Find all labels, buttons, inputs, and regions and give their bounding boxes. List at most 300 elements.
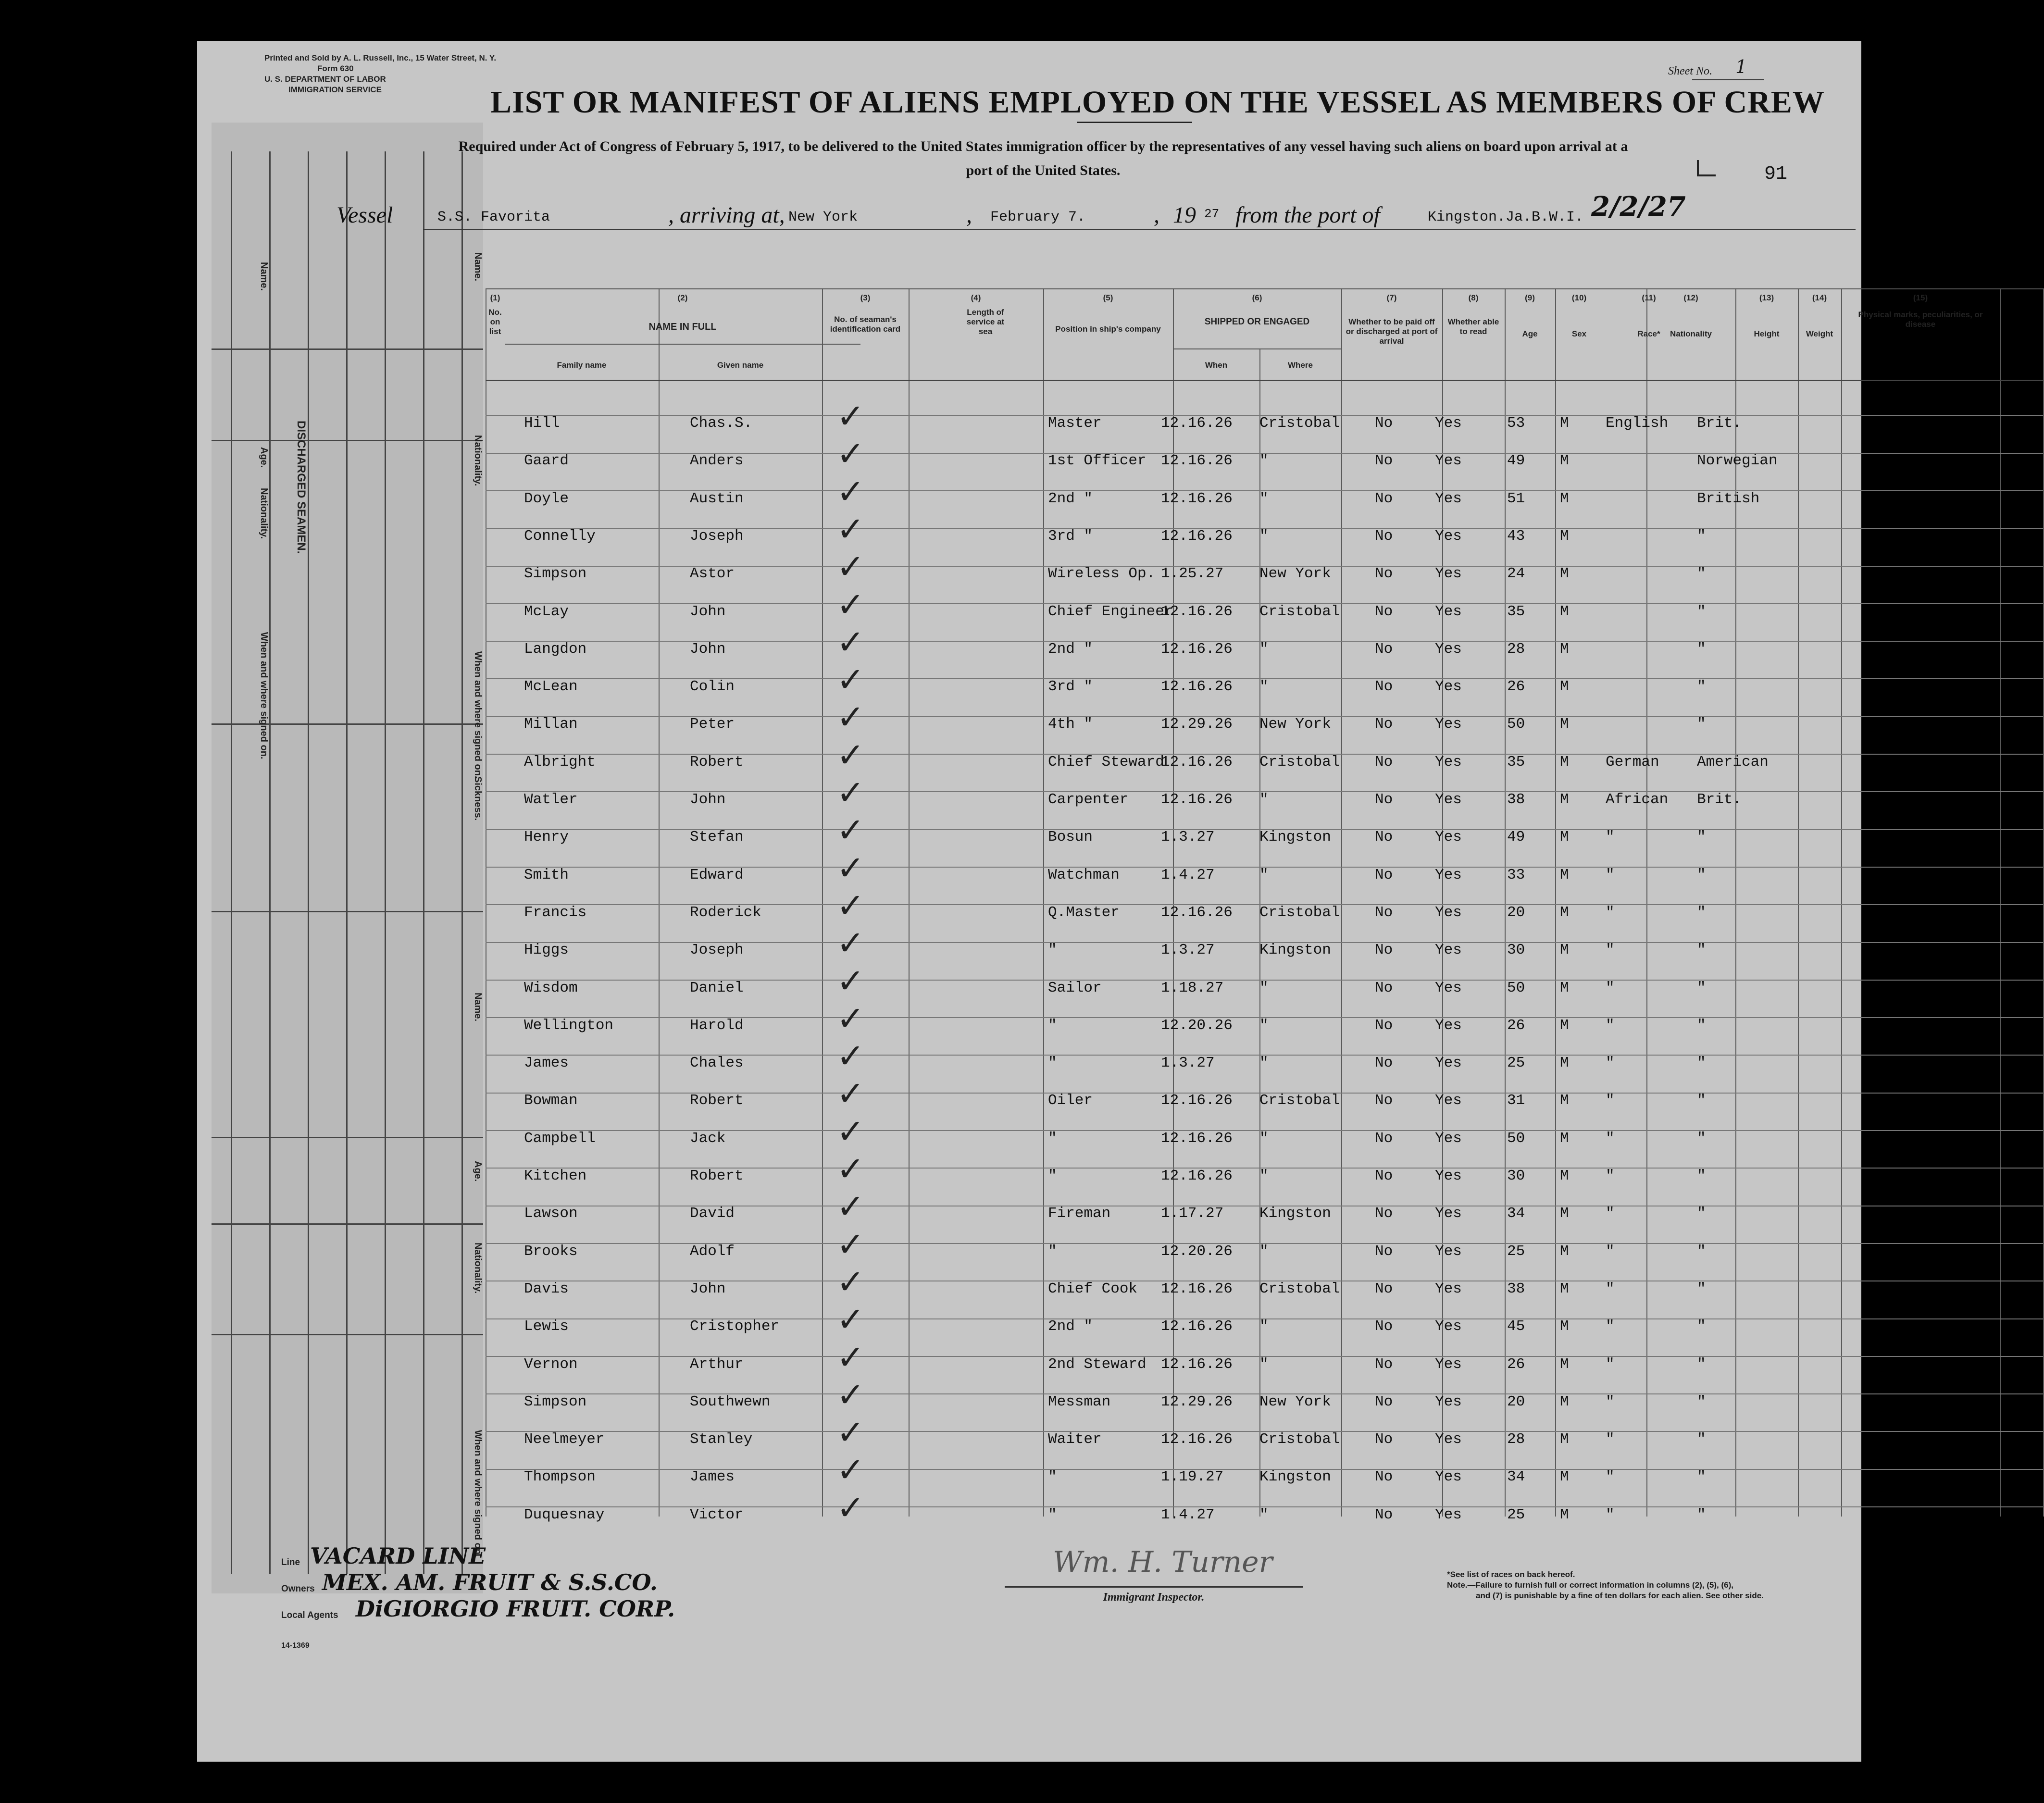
cell-paid: No (1375, 1130, 1393, 1147)
cell-position: Carpenter (1048, 791, 1129, 808)
cell-sex: M (1560, 942, 1569, 959)
cell-where: " (1259, 866, 1269, 883)
cell-position: 2nd " (1048, 490, 1093, 507)
cell-paid: No (1375, 791, 1393, 808)
cell-given: Daniel (690, 979, 744, 996)
cell-where: " (1259, 1243, 1269, 1260)
cell-age: 35 (1507, 753, 1525, 771)
col-rule (1841, 288, 1842, 1517)
cell-sex: M (1560, 1168, 1569, 1184)
cell-when: 12.16.26 (1161, 603, 1233, 620)
flap-rule (212, 1137, 483, 1138)
cell-race: " (1606, 979, 1615, 996)
col2-number: (2) (677, 293, 688, 302)
subtitle (269, 135, 1817, 183)
cell-paid: No (1375, 603, 1393, 620)
cell-when: 1.19.27 (1161, 1468, 1224, 1486)
cell-age: 26 (1507, 1017, 1525, 1034)
cell-paid: No (1375, 866, 1393, 883)
cell-where: " (1259, 979, 1269, 996)
service-label: IMMIGRATION SERVICE (288, 85, 382, 94)
cell-where: Cristobal (1259, 415, 1340, 432)
cell-sex: M (1560, 1506, 1569, 1523)
cell-position: " (1048, 1130, 1057, 1147)
cell-where: Cristobal (1259, 1431, 1340, 1448)
flap-title: DISCHARGED SEAMEN. (295, 421, 308, 554)
arrival-date: February 7. (990, 209, 1086, 225)
cell-given: John (690, 603, 726, 620)
cell-sex: M (1560, 1431, 1569, 1448)
cell-paid: No (1375, 415, 1393, 432)
cell-paid: No (1375, 1168, 1393, 1184)
checkmark-icon: ✓ (836, 773, 865, 812)
cell-age: 28 (1507, 1431, 1525, 1448)
cell-family: Albright (524, 753, 596, 771)
cell-paid: No (1375, 1506, 1393, 1523)
cell-race: German (1606, 753, 1659, 771)
sheet-number-value: 1 (1735, 56, 1747, 77)
cell-where: " (1259, 1055, 1269, 1072)
cell-when: 12.29.26 (1161, 1393, 1233, 1410)
checkmark-icon: ✓ (836, 1036, 865, 1076)
checkmark-icon: ✓ (836, 1375, 865, 1415)
cell-age: 30 (1507, 942, 1525, 959)
cell-when: 12.16.26 (1161, 1092, 1233, 1109)
cell-age: 30 (1507, 1168, 1525, 1184)
cell-read: Yes (1435, 1017, 1462, 1034)
cell-read: Yes (1435, 866, 1462, 883)
cell-read: Yes (1435, 1431, 1462, 1448)
cell-age: 38 (1507, 1280, 1525, 1297)
cell-race: African (1606, 791, 1669, 808)
cell-given: Colin (690, 678, 735, 696)
cell-position: Wireless Op. (1048, 565, 1156, 583)
cell-family: Watler (524, 791, 578, 808)
cell-given: Stefan (690, 829, 744, 846)
cell-nationality: " (1697, 942, 1706, 959)
cell-age: 28 (1507, 640, 1525, 658)
cell-nationality: Norwegian (1697, 452, 1778, 470)
flap-label-name-3: Name. (473, 993, 483, 1022)
col8-header: Whether able to read (1447, 317, 1499, 336)
cell-paid: No (1375, 1092, 1393, 1109)
cell-when: 12.20.26 (1161, 1243, 1233, 1260)
cell-given: Robert (690, 1168, 744, 1184)
discharged-seamen-flap (212, 123, 483, 1593)
cell-when: 1.18.27 (1161, 979, 1224, 996)
owners-label: Owners (281, 1584, 315, 1594)
cell-position: " (1048, 1168, 1057, 1184)
cell-given: Austin (690, 490, 744, 507)
cell-age: 31 (1507, 1092, 1525, 1109)
col14-number: (14) (1812, 293, 1827, 302)
form-code: 14-1369 (281, 1641, 310, 1650)
col12-header: Nationality (1670, 329, 1712, 338)
cell-race: " (1606, 1130, 1615, 1147)
cell-read: Yes (1435, 527, 1462, 545)
flap-rule (346, 151, 348, 1574)
cell-nationality: " (1697, 1168, 1706, 1184)
cell-when: 1.25.27 (1161, 565, 1224, 583)
col15-header: Physical marks, peculiarities, or disease (1858, 310, 1983, 329)
cell-read: Yes (1435, 1506, 1462, 1523)
col6-number: (6) (1252, 293, 1262, 302)
checkmark-icon: ✓ (836, 1224, 865, 1264)
cell-paid: No (1375, 1468, 1393, 1486)
col-rule (2000, 288, 2001, 1517)
cell-family: Lewis (524, 1318, 569, 1335)
cell-nationality: " (1697, 1318, 1706, 1335)
cell-given: Southwewn (690, 1393, 771, 1410)
cell-sex: M (1560, 678, 1569, 696)
cell-age: 24 (1507, 565, 1525, 583)
cell-age: 34 (1507, 1205, 1525, 1222)
flap-label-name-2: Name. (473, 252, 483, 282)
cell-given: John (690, 791, 726, 808)
cell-read: Yes (1435, 1168, 1462, 1184)
cell-age: 26 (1507, 678, 1525, 696)
cell-read: Yes (1435, 716, 1462, 733)
cell-given: Adolf (690, 1243, 735, 1260)
cell-position: Chief Cook (1048, 1280, 1138, 1297)
cell-family: Smith (524, 866, 569, 883)
cell-where: Cristobal (1259, 753, 1340, 771)
cell-given: Cristopher (690, 1318, 780, 1335)
cell-position: 3rd " (1048, 678, 1093, 696)
cell-age: 50 (1507, 979, 1525, 996)
cell-given: Harold (690, 1017, 744, 1034)
cell-where: Kingston (1259, 1205, 1331, 1222)
checkmark-icon: ✓ (836, 1413, 865, 1453)
cell-position: Chief Engineer (1048, 603, 1173, 620)
col13-header: Height (1754, 329, 1780, 338)
cell-read: Yes (1435, 1355, 1462, 1373)
cell-given: James (690, 1468, 735, 1486)
cell-given: Robert (690, 1092, 744, 1109)
flap-label-nationality-3: Nationality. (473, 1243, 483, 1294)
cell-read: Yes (1435, 829, 1462, 846)
cell-where: Kingston (1259, 829, 1331, 846)
cell-paid: No (1375, 753, 1393, 771)
cell-given: Roderick (690, 904, 761, 921)
cell-nationality: " (1697, 1506, 1706, 1523)
flap-label-when-where-2: When and where signed on. (473, 651, 483, 779)
col10-header: Sex (1571, 329, 1587, 338)
inspector-label: Immigrant Inspector. (1103, 1591, 1205, 1604)
given-name-header: Given name (717, 361, 764, 370)
vessel-line-rule (423, 229, 1856, 230)
header-bottom-rule (486, 380, 2043, 381)
flap-label-nationality-2: Nationality. (473, 435, 483, 486)
cell-race: " (1606, 1243, 1615, 1260)
flap-label-age: Age. (259, 447, 269, 468)
cell-nationality: " (1697, 979, 1706, 996)
cell-paid: No (1375, 527, 1393, 545)
footer-notes (1447, 1569, 1764, 1601)
cell-family: Neelmeyer (524, 1431, 605, 1448)
comma-separator: , (966, 202, 972, 228)
cell-paid: No (1375, 1431, 1393, 1448)
cell-age: 26 (1507, 1355, 1525, 1373)
cell-paid: No (1375, 1318, 1393, 1335)
cell-age: 50 (1507, 716, 1525, 733)
cell-family: Doyle (524, 490, 569, 507)
cell-family: Lawson (524, 1205, 578, 1222)
cell-family: Simpson (524, 1393, 587, 1410)
cell-age: 20 (1507, 1393, 1525, 1410)
cell-read: Yes (1435, 904, 1462, 921)
cell-given: Edward (690, 866, 744, 883)
cell-when: 12.16.26 (1161, 490, 1233, 507)
flap-rule (423, 151, 424, 1574)
flap-rule (212, 348, 483, 350)
cell-sex: M (1560, 791, 1569, 808)
col4-header: Length of service at sea (966, 308, 1005, 336)
checkmark-icon: ✓ (836, 961, 865, 1001)
cell-family: McLean (524, 678, 578, 696)
cell-nationality: " (1697, 603, 1706, 620)
col11-number: (11) (1642, 293, 1656, 302)
cell-sex: M (1560, 1017, 1569, 1034)
cell-position: 2nd " (1048, 640, 1093, 658)
col12-number: (12) (1683, 293, 1698, 302)
cell-where: New York (1259, 716, 1331, 733)
arrival-port: New York (788, 209, 858, 225)
penalty-note-1: Note.—Failure to furnish full or correct information in columns (2), (5), (6), (1447, 1580, 1733, 1590)
owners-value: MEX. AM. FRUIT & S.S.CO. (322, 1569, 658, 1595)
cell-paid: No (1375, 1355, 1393, 1373)
cell-read: Yes (1435, 603, 1462, 620)
cell-paid: No (1375, 640, 1393, 658)
cell-where: Cristobal (1259, 1092, 1340, 1109)
cell-race: " (1606, 942, 1615, 959)
col-rule (1646, 288, 1647, 1517)
cell-given: Victor (690, 1506, 744, 1523)
col2-header: NAME IN FULL (648, 322, 717, 332)
cell-position: Oiler (1048, 1092, 1093, 1109)
cell-sex: M (1560, 415, 1569, 432)
cell-paid: No (1375, 979, 1393, 996)
col9-number: (9) (1525, 293, 1535, 302)
cell-position: " (1048, 1468, 1057, 1486)
cell-position: Messman (1048, 1393, 1111, 1410)
cell-given: Joseph (690, 527, 744, 545)
cell-nationality: Brit. (1697, 415, 1742, 432)
cell-age: 25 (1507, 1506, 1525, 1523)
cell-nationality: " (1697, 904, 1706, 921)
checkmark-icon: ✓ (836, 509, 865, 549)
cell-nationality: British (1697, 490, 1760, 507)
arriving-label: , arriving at, (668, 202, 785, 228)
col4-number: (4) (971, 293, 981, 302)
flap-rule (231, 151, 232, 1574)
cell-when: 1.3.27 (1161, 829, 1215, 846)
penalty-note-2: and (7) is punishable by a fine of ten dollars for each alien. See other side. (1476, 1591, 1764, 1600)
cell-race: " (1606, 1393, 1615, 1410)
col-rule (1259, 348, 1260, 1517)
cell-sex: M (1560, 1130, 1569, 1147)
cell-where: Cristobal (1259, 603, 1340, 620)
cell-when: 12.16.26 (1161, 527, 1233, 545)
cell-when: 1.4.27 (1161, 866, 1215, 883)
cell-age: 25 (1507, 1243, 1525, 1260)
cell-age: 33 (1507, 866, 1525, 883)
checkmark-icon: ✓ (836, 1074, 865, 1114)
col3-header: No. of seaman's identification card (830, 315, 901, 334)
cell-nationality: " (1697, 1393, 1706, 1410)
cell-paid: No (1375, 942, 1393, 959)
cell-position: " (1048, 1017, 1057, 1034)
cell-position: " (1048, 942, 1057, 959)
cell-when: 12.16.26 (1161, 1130, 1233, 1147)
cell-family: Brooks (524, 1243, 578, 1260)
cell-read: Yes (1435, 1468, 1462, 1486)
cell-family: Thompson (524, 1468, 596, 1486)
cell-where: " (1259, 1355, 1269, 1373)
checkmark-icon: ✓ (836, 472, 865, 511)
cell-where: " (1259, 640, 1269, 658)
cell-when: 12.16.26 (1161, 904, 1233, 921)
flap-rule (461, 151, 463, 1574)
cell-position: Fireman (1048, 1205, 1111, 1222)
cell-family: Langdon (524, 640, 587, 658)
checkmark-icon: ✓ (836, 622, 865, 662)
col11-header: Race* (1637, 329, 1660, 338)
cell-race: " (1606, 1468, 1615, 1486)
cell-when: 12.16.26 (1161, 415, 1233, 432)
col-rule (659, 288, 660, 1517)
cell-age: 45 (1507, 1318, 1525, 1335)
cell-nationality: American (1697, 753, 1769, 771)
cell-family: Gaard (524, 452, 569, 470)
cell-age: 53 (1507, 415, 1525, 432)
col5-number: (5) (1103, 293, 1113, 302)
cell-read: Yes (1435, 1130, 1462, 1147)
cell-paid: No (1375, 678, 1393, 696)
flap-rule (212, 1223, 483, 1225)
cell-family: Duquesnay (524, 1506, 605, 1523)
cell-where: " (1259, 527, 1269, 545)
cell-position: " (1048, 1055, 1057, 1072)
col8-number: (8) (1468, 293, 1479, 302)
cell-read: Yes (1435, 1318, 1462, 1335)
cell-paid: No (1375, 904, 1393, 921)
cell-race: " (1606, 904, 1615, 921)
col7-header: Whether to be paid off or discharged at port of arrival (1346, 317, 1438, 346)
cell-sex: M (1560, 603, 1569, 620)
page-title: LIST OR MANIFEST OF ALIENS EMPLOYED ON THE VESSEL AS MEMBERS OF CREW (490, 85, 1825, 120)
vessel-label: Vessel (337, 202, 393, 228)
cell-where: Cristobal (1259, 904, 1340, 921)
cell-age: 50 (1507, 1130, 1525, 1147)
cell-nationality: " (1697, 1280, 1706, 1297)
col-rule (1341, 288, 1342, 1517)
comma-separator: , (1154, 202, 1159, 228)
checkmark-icon: ✓ (836, 923, 865, 963)
cell-given: John (690, 640, 726, 658)
col-rule (1555, 288, 1556, 1517)
col-rule (1043, 288, 1044, 1517)
cell-sex: M (1560, 1055, 1569, 1072)
col7-number: (7) (1386, 293, 1397, 302)
flap-rule (385, 151, 386, 1574)
col-rule (1735, 288, 1736, 1517)
cell-where: " (1259, 452, 1269, 470)
cell-family: Campbell (524, 1130, 596, 1147)
cell-given: Peter (690, 716, 735, 733)
checkmark-icon: ✓ (836, 810, 865, 850)
cell-age: 49 (1507, 452, 1525, 470)
cell-position: 1st Officer (1048, 452, 1147, 470)
cell-where: New York (1259, 565, 1331, 583)
cell-when: 1.17.27 (1161, 1205, 1224, 1222)
cell-when: 12.16.26 (1161, 753, 1233, 771)
year-suffix: 27 (1204, 207, 1220, 221)
cell-where: Kingston (1259, 1468, 1331, 1486)
checkmark-icon: ✓ (836, 1262, 865, 1302)
cell-age: 51 (1507, 490, 1525, 507)
cell-when: 12.16.26 (1161, 640, 1233, 658)
cell-sex: M (1560, 829, 1569, 846)
cell-paid: No (1375, 490, 1393, 507)
col-rule (909, 288, 910, 1517)
cell-paid: No (1375, 716, 1393, 733)
cell-given: Joseph (690, 942, 744, 959)
cell-race: " (1606, 866, 1615, 883)
header-top-rule (486, 288, 2043, 289)
flap-label-sickness: Sickness. (473, 776, 483, 821)
cell-sex: M (1560, 866, 1569, 883)
cell-position: Master (1048, 415, 1102, 432)
checkmark-icon: ✓ (836, 434, 865, 474)
cell-family: Higgs (524, 942, 569, 959)
cell-race: " (1606, 1355, 1615, 1373)
cell-position: Watchman (1048, 866, 1120, 883)
cell-family: James (524, 1055, 569, 1072)
handwritten-date: 2/2/27 (1591, 191, 1686, 223)
cell-sex: M (1560, 490, 1569, 507)
col6-header: SHIPPED OR ENGAGED (1204, 317, 1310, 327)
cell-age: 25 (1507, 1055, 1525, 1072)
signature-rule (1005, 1586, 1303, 1588)
cell-family: Wisdom (524, 979, 578, 996)
cell-sex: M (1560, 1393, 1569, 1410)
cell-family: McLay (524, 603, 569, 620)
flap-label-when-where-3: When and where signed on. (473, 1430, 483, 1557)
flap-label-name: Name. (259, 262, 269, 291)
cell-read: Yes (1435, 1092, 1462, 1109)
cell-nationality: " (1697, 1468, 1706, 1486)
col-rule (822, 288, 823, 1517)
flap-label-when-where: When and where signed on. (259, 632, 269, 759)
cell-position: 3rd " (1048, 527, 1093, 545)
where-header: Where (1288, 361, 1313, 370)
checkmark-icon: ✓ (836, 735, 865, 775)
cell-read: Yes (1435, 490, 1462, 507)
checkmark-icon: ✓ (836, 1149, 865, 1189)
cell-position: Waiter (1048, 1431, 1102, 1448)
family-name-header: Family name (557, 361, 607, 370)
cell-paid: No (1375, 565, 1393, 583)
flap-label-nationality: Nationality. (259, 488, 269, 539)
cell-age: 49 (1507, 829, 1525, 846)
cell-read: Yes (1435, 1205, 1462, 1222)
cell-race: " (1606, 1055, 1615, 1072)
subtitle-line-2: port of the United States. (966, 162, 1121, 178)
cell-sex: M (1560, 716, 1569, 733)
cell-where: Cristobal (1259, 1280, 1340, 1297)
cell-sex: M (1560, 1468, 1569, 1486)
